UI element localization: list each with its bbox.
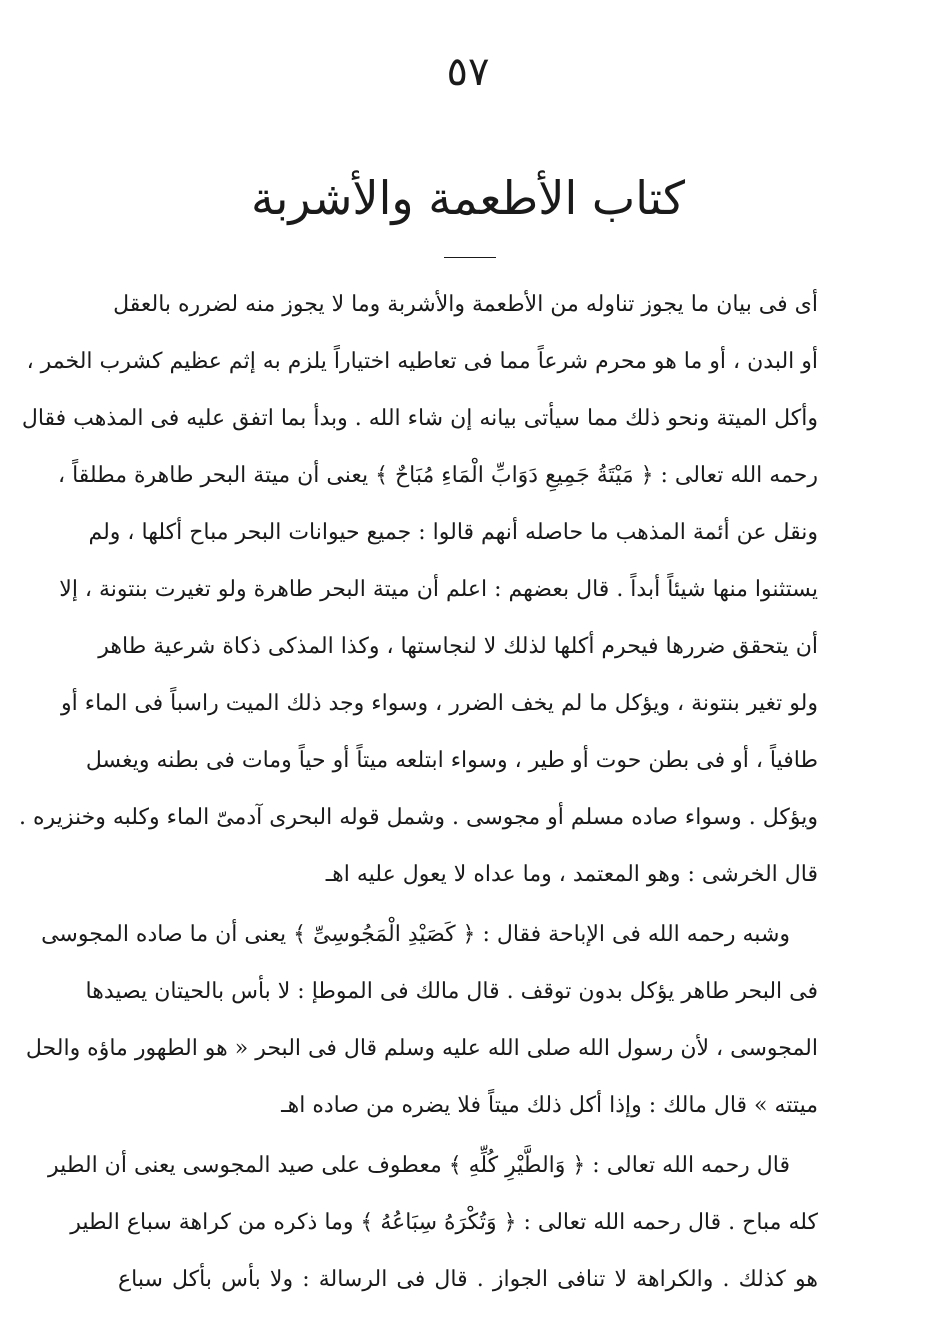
- text-line: ويؤكل . وسواء صاده مسلم أو مجوسى . وشمل قوله البحرى آدمىّ الماء وكلبه وخنزيره .: [19, 805, 818, 830]
- text-line: قال رحمه الله تعالى : ﴿ وَالطَّيْرِ كُلِّهِ ﴾ معطوف على صيد المجوسى يعنى أن الطير: [48, 1153, 790, 1178]
- page-title: كتاب الأطعمة والأشربة: [250, 171, 686, 225]
- text-line: ونقل عن أئمة المذهب ما حاصله أنهم قالوا : جميع حيوانات البحر مباح أكلها ، ولم: [88, 520, 818, 545]
- text-line: رحمه الله تعالى : ﴿ مَيْتَةُ جَمِيعِ دَوَابِّ الْمَاءِ مُبَاحٌ ﴾ يعنى أن ميتة البحر طاهرة مطلقاً ،: [57, 463, 818, 488]
- text-line: ميتته » قال مالك : وإذا أكل ذلك ميتاً فلا يضره من صاده اهـ: [281, 1093, 818, 1118]
- text-line: يستثنوا منها شيئاً أبداً . قال بعضهم : اعلم أن ميتة البحر طاهرة ولو تغيرت بنتونة ، إلا: [59, 577, 818, 602]
- text-line: طافياً ، أو فى بطن حوت أو طير ، وسواء ابتلعه ميتاً أو حياً ومات فى بطنه ويغسل: [85, 748, 818, 773]
- text-line: وشبه رحمه الله فى الإباحة فقال : ﴿ كَصَيْدِ الْمَجُوسِىِّ ﴾ يعنى أن ما صاده المجوسى: [41, 922, 790, 947]
- text-line: فى البحر طاهر يؤكل بدون توقف . قال مالك فى الموطإ : لا بأس بالحيتان يصيدها: [85, 979, 818, 1004]
- page-number: ٥٧: [446, 49, 490, 95]
- text-line: كله مباح . قال رحمه الله تعالى : ﴿ وَتُكْرَهُ سِبَاعُهُ ﴾ وما ذكره من كراهة سباع الطير: [70, 1210, 818, 1235]
- text-line: ولو تغير بنتونة ، ويؤكل ما لم يخف الضرر ، وسواء وجد ذلك الميت راسباً فى الماء أو: [61, 691, 818, 716]
- text-line: هو كذلك . والكراهة لا تنافى الجواز . قال فى الرسالة : ولا بأس بأكل سباع: [118, 1267, 818, 1292]
- text-line: أو البدن ، أو ما هو محرم شرعاً مما فى تعاطيه اختياراً يلزم به إثم عظيم كشرب الخمر ،: [26, 349, 818, 374]
- text-line: أن يتحقق ضررها فيحرم أكلها لذلك لا لنجاستها ، وكذا المذكى ذكاة شرعية طاهر: [98, 634, 818, 659]
- text-line: أى فى بيان ما يجوز تناوله من الأطعمة والأشربة وما لا يجوز منه لضرره بالعقل: [113, 292, 818, 317]
- title-divider: [444, 257, 496, 258]
- text-line: وأكل الميتة ونحو ذلك مما سيأتى بيانه إن شاء الله . وبدأ بما اتفق عليه فى المذهب فقال: [21, 406, 818, 431]
- text-line: المجوسى ، لأن رسول الله صلى الله عليه وسلم قال فى البحر « هو الطهور ماؤه والحل: [25, 1036, 818, 1061]
- text-line: قال الخرشى : وهو المعتمد ، وما عداه لا يعول عليه اهـ: [325, 862, 818, 887]
